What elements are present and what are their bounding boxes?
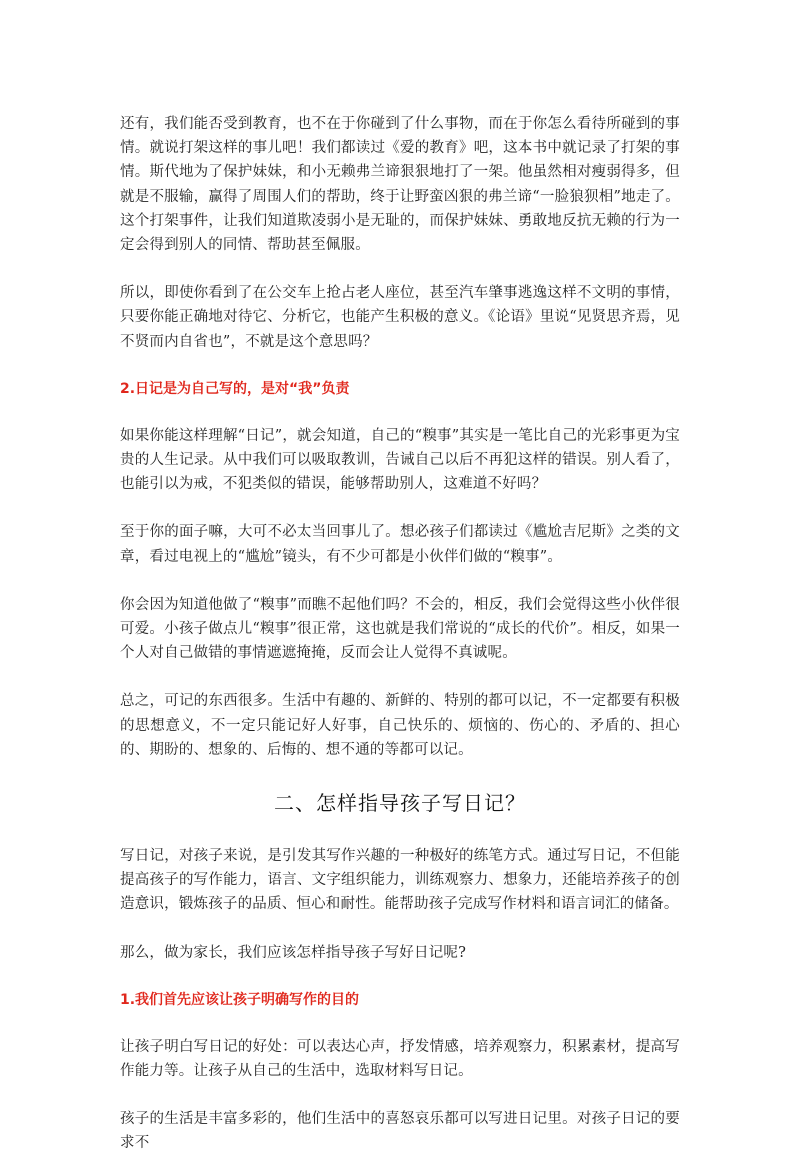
section-title-guide-diary: 二、怎样指导孩子写日记？ [274, 791, 526, 816]
paragraph-summary: 总之，可记的东西很多。生活中有趣的、新鲜的、特别的都可以记，不一定都要有积极的思想意义，不一定只能记好人好事，自己快乐的、烦恼的、伤心的、矛盾的、担心的、期盼的、想象的、后悔的、想不通的等都可以记。 [120, 693, 680, 758]
paragraph-parent-question: 那么，做为家长，我们应该怎样指导孩子写好日记呢? [120, 944, 467, 961]
paragraph-embarrassing-records: 如果你能这样理解“日记”，就会知道，自己的“糗事”其实是一笔比自己的光彩事更为宝贵的人生记录。从中我们可以吸取教训，告诫自己以后不再犯这样的错误。别人看了，也能引以为戒，不犯类似的错误，能够帮助别人，这难道不好吗？ [120, 427, 680, 493]
paragraph-purpose-detail: 让孩子明白写日记的好处：可以表达心声，抒发情感，培养观察力，积累素材，提高写作能力等。让孩子从自己的生活中，选取材料写日记。 [120, 1038, 680, 1080]
paragraph-cost-of-growth: 你会因为知道他做了“糗事”而瞧不起他们吗？不会的，相反，我们会觉得这些小伙伴很可爱。小孩子做点儿“糗事”很正常，这也就是我们常说的“成长的代价”。相反，如果一个人对自己做错的事情遮遮掩掩，反而会让人觉得不真诚呢。 [120, 596, 680, 662]
paragraph-diary-benefits: 写日记，对孩子来说，是引发其写作兴趣的一种极好的练笔方式。通过写日记，不但能提高孩子的写作能力，语言、文字组织能力，训练观察力、想象力，还能培养孩子的创造意识，锻炼孩子的品质、恒心和耐性。能帮助孩子完成写作材料和语言词汇的储备。 [120, 848, 680, 913]
paragraph-face: 至于你的面子嘛，大可不必太当回事儿了。想必孩子们都读过《尴尬吉尼斯》之类的文章，看过电视上的“尴尬”镜头，有不少可都是小伙伴们做的“糗事”。 [120, 524, 680, 565]
paragraph-rich-life: 孩子的生活是丰富多彩的，他们生活中的喜怒哀乐都可以写进日记里。对孩子日记的要求不 [120, 1111, 680, 1152]
paragraph-fighting-story: 还有，我们能否受到教育，也不在于你碰到了什么事物，而在于你怎么看待所碰到的事情。就说打架这样的事儿吧！我们都读过《爱的教育》吧，这本书中就记录了打架的事情。斯代地为了保护妹妹，和小无赖弗兰谛狠狠地打了一架。他虽然相对瘦弱得多，但就是不服输，赢得了周围人们的帮助，终于让野蛮凶狠的弗兰谛“一脸狼狈相”地走了。这个打架事件，让我们知道欺凌弱小是无耻的，而保护妹妹、勇敢地反抗无赖的行为一定会得到别人的同情、帮助甚至佩服。 [120, 116, 680, 254]
subheading-clear-purpose: 1.我们首先应该让孩子明确写作的目的 [120, 991, 360, 1008]
document-page [120, 112, 680, 1156]
paragraph-analects: 所以，即使你看到了在公交车上抢占老人座位，甚至汽车肇事逃逸这样不文明的事情，只要你能正确地对待它、分析它，也能产生积极的意义。《论语》里说“见贤思齐焉，见不贤而内自省也”，不就是这个意思吗？ [120, 285, 680, 350]
subheading-diary-for-self: 2.日记是为自己写的，是对“我”负责 [120, 380, 350, 397]
